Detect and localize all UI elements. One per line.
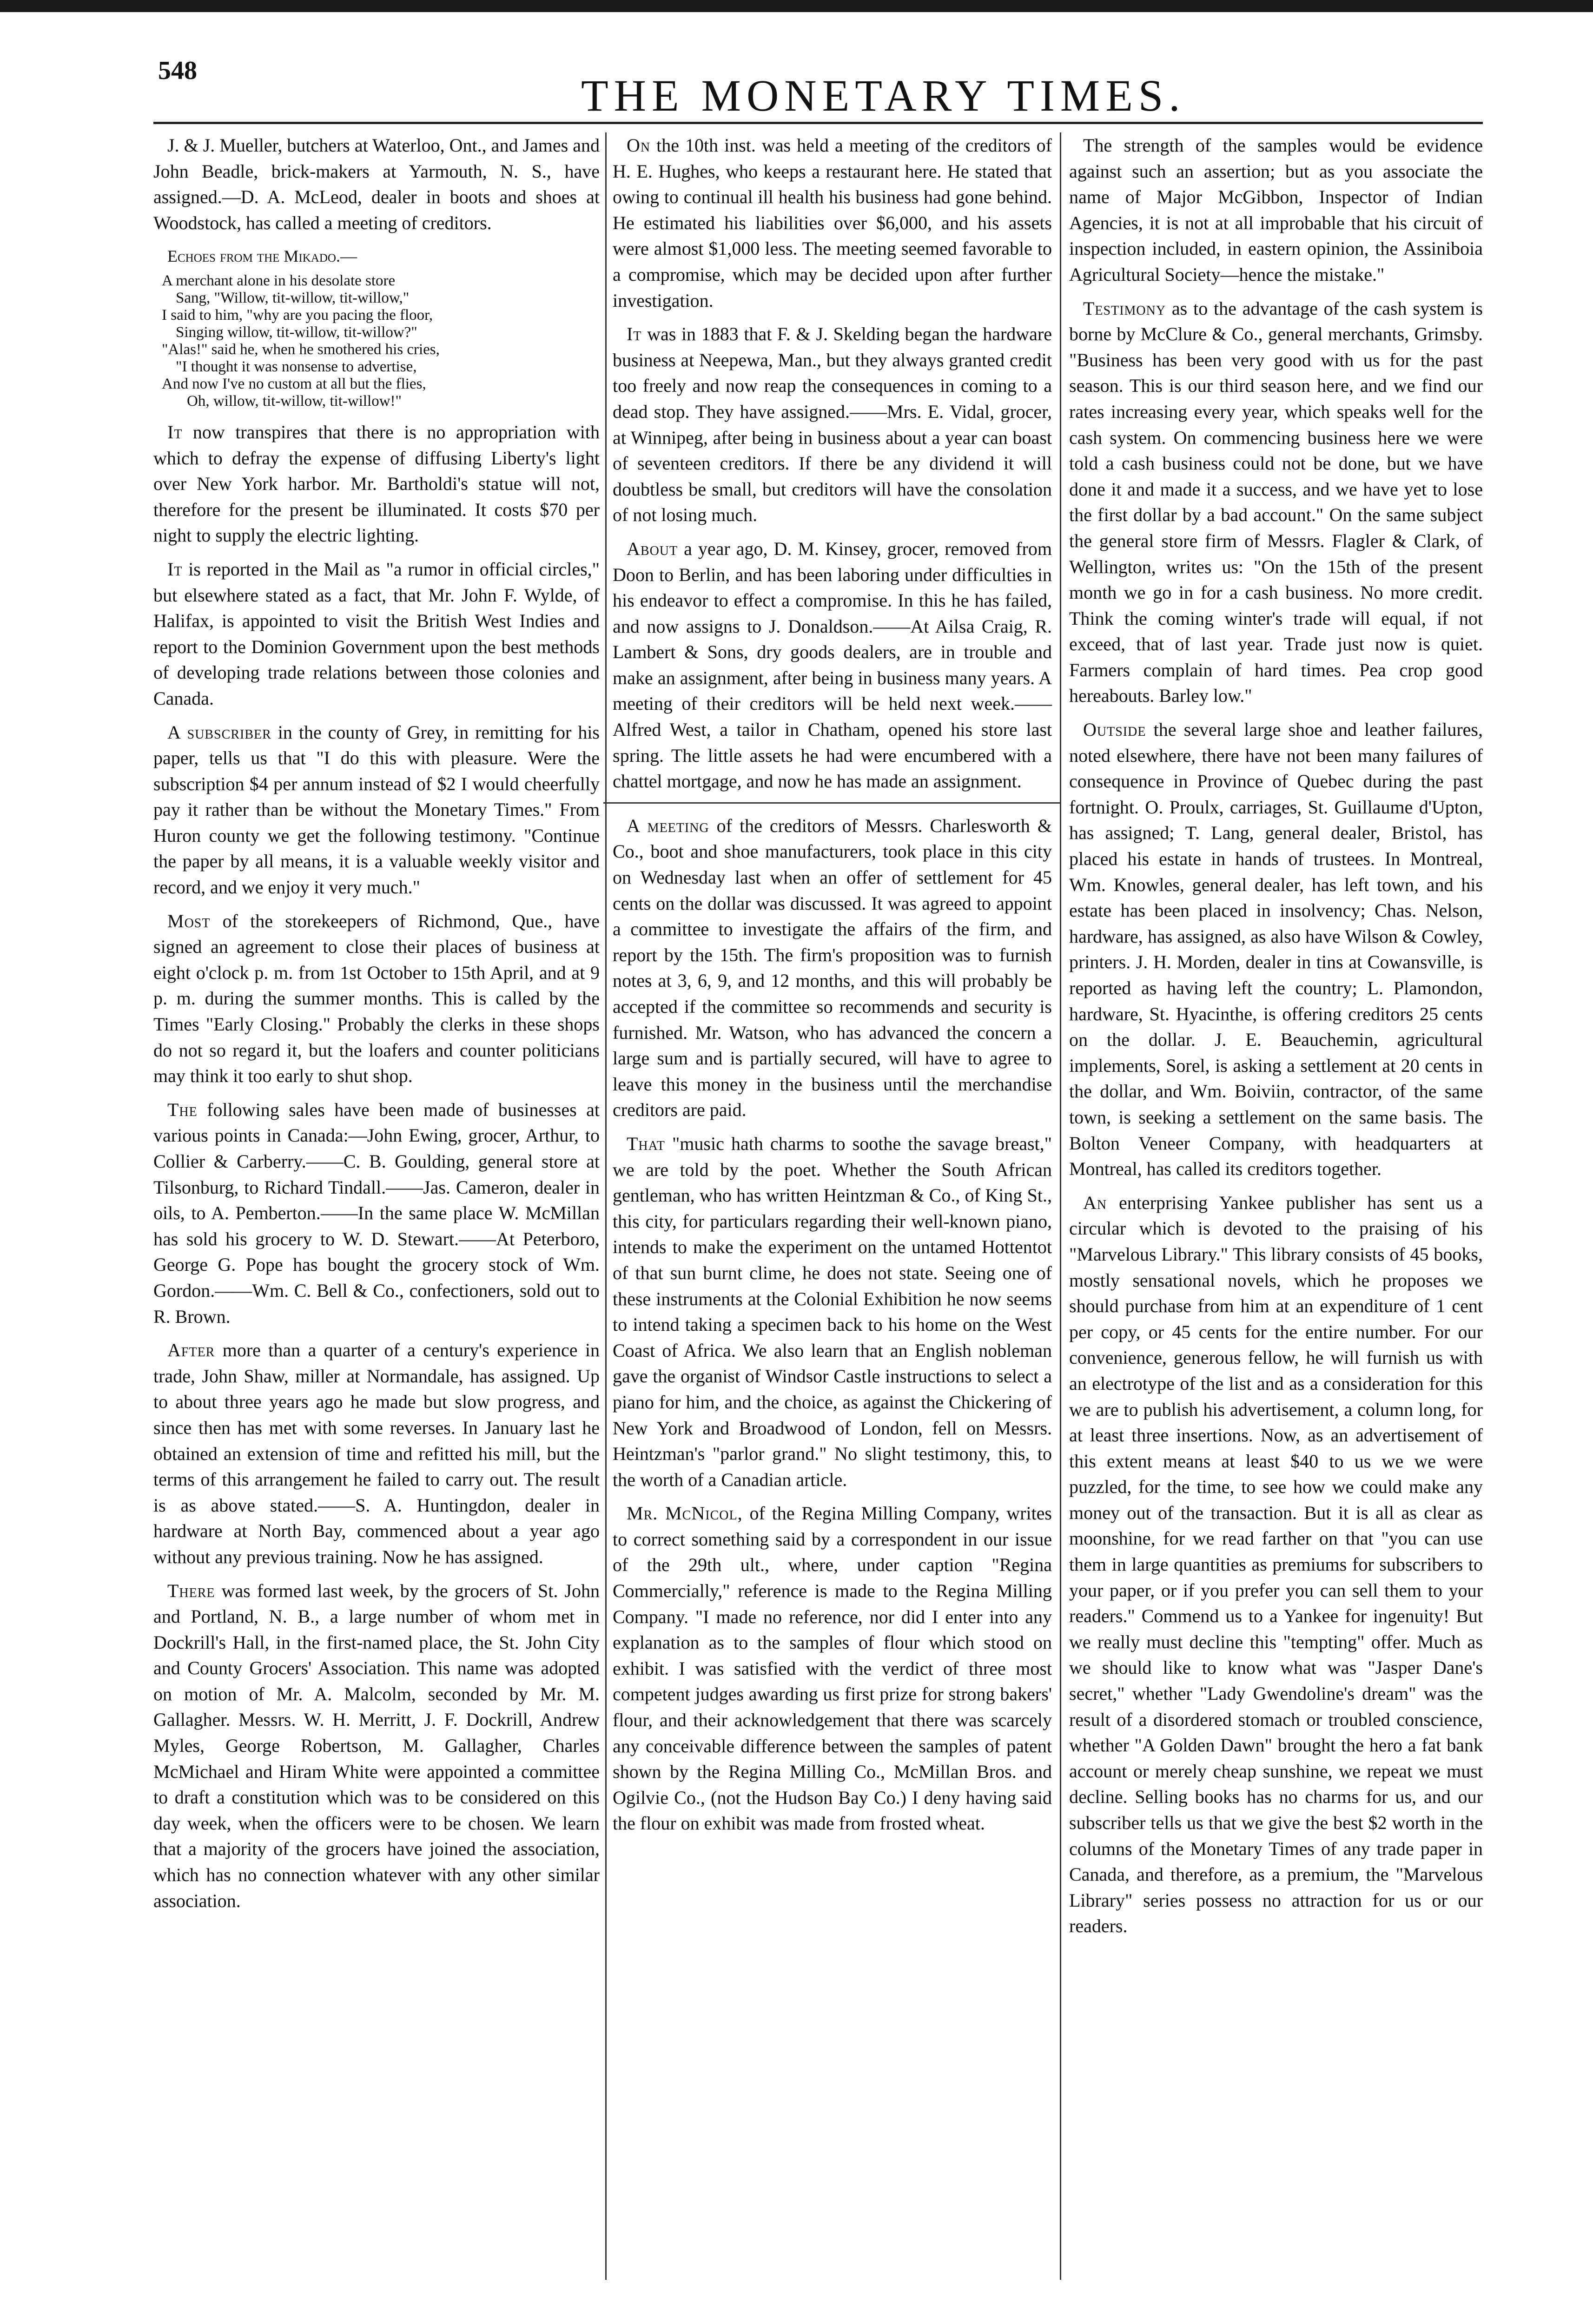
rhyme-verse [162, 272, 600, 410]
paragraph-body: as to the advantage of the cash system is borne by McClure & Co., general merchants, Grimsby. "Business has been very good with us for the past season. This is our third season here, and we find our rates increasing every year, which speaks well for the cash system. On commencing business here we were told a cash business could not be done, but we have done it and made it a success, and we have yet to lose the first dollar by a bad account." On the same subject the general store firm of Messrs. Flagler & Clark, of Wellington, writes us: "On the 15th of the present month we go in for a cash business. No more credit. Think the coming winter's trade will equal, if not exceed, that of last year. Trade just now is quiet. Farmers complain of hard times. Pea crop good hereabouts. Barley low." [1069, 297, 1483, 706]
paragraph-lead: About [627, 538, 678, 559]
article-paragraph [1069, 296, 1483, 709]
verse-line: Oh, willow, tit-willow, tit-willow!" [187, 392, 402, 409]
paragraph-lead: A subscriber [167, 721, 271, 743]
verse-line: "Alas!" said he, when he smothered his cries, [162, 341, 440, 358]
verse-line: I said to him, "why are you pacing the floor, [162, 306, 433, 324]
paragraph-lead: That [627, 1133, 665, 1154]
article-paragraph [153, 720, 600, 900]
article-paragraph [1069, 717, 1483, 1182]
paragraph-lead: Mr. McNicol, [627, 1503, 743, 1524]
paragraph-lead: There [167, 1580, 215, 1601]
column-divider [1060, 132, 1061, 2280]
column-2 [613, 132, 1052, 1844]
paragraph-lead: It [167, 558, 183, 580]
article-paragraph [153, 1097, 600, 1329]
paragraph-body: of the creditors of Messrs. Charlesworth & Co., boot and shoe manufacturers, took place in this city on Wednesday last when an offer of settlement for 45 cents on the dollar was discussed. It was agreed to appoint a committee to investigate the affairs of the firm, and report by the 15th. The firm's proposition was to furnish notes at 3, 6, 9, and 12 months, and this will probably be accepted if the committee so recommends and security is furnished. Mr. Watson, who has advanced the concern a large sum and is partially secured, will have to agree to leave this money in the business until the merchandise creditors are paid. [613, 815, 1052, 1121]
paragraph-body: enterprising Yankee publisher has sent us a circular which is devoted to the praising of his "Marvelous Library." This library consists of 45 books, mostly sensational novels, which he proposes we should purchase from him at an expenditure of 1 cent per copy, or 45 cents for the entire number. For our convenience, generous fellow, he will furnish us with an electrotype of the list and as a consideration for this we are to publish his advertisement, a column long, for at least three insertions. Now, as an advertisement of this extent means at least $40 to us we we were puzzled, for the time, to see how we could make any money out of the transaction. But it is all as clear as moonshine, for we read farther on that "you can use them in large quantities as premiums for subscribers to your paper, or if you prefer you can sell them to your readers." Commend us to a Yankee for ingenuity! But we really must decline this "tempting" offer. Much as we should like to know what was "Jasper Dane's secret," whether "Lady Gwendoline's dream" was the result of a disordered stomach or troubled conscience, whether "A Golden Dawn" brought the hero a fat bank account or merely cheap sunshine, we repeat we must decline. Selling books has no charms for us, and our subscriber tells us that we give the best $2 worth in the columns of the Monetary Times of any trade paper in Canada, and therefore, as a premium, the "Marvelous Library" series possess no attraction for us or our readers. [1069, 1192, 1483, 1937]
paragraph-lead: A meeting [627, 815, 709, 836]
paragraph-lead: It [167, 421, 183, 442]
paragraph-lead: The [167, 1099, 198, 1120]
article-paragraph [153, 908, 600, 1089]
verse-line: "I thought it was nonsense to advertise, [176, 358, 417, 375]
rhyme-title: Echoes from the Mikado.— [167, 247, 357, 266]
article-paragraph [153, 556, 600, 712]
article-paragraph [613, 321, 1052, 528]
article-paragraph [1069, 1190, 1483, 1939]
paragraph-body: is reported in the Mail as "a rumor in official circles," but elsewhere stated as a fact, that Mr. John F. Wylde, of Halifax, is appointed to visit the British West Indies and report to the Dominion Government upon the best methods of developing trade relations between those colonies and Canada. [153, 558, 600, 709]
article-paragraph [153, 1578, 600, 1914]
paragraph-body: "music hath charms to soothe the savage breast," we are told by the poet. Whether the South African gentleman, who has written Heintzman & Co., of King St., this city, for particulars regarding their well-known piano, intends to make the experiment on the untamed Hottentot of that sun burnt clime, he does not state. Seeing one of these instruments at the Colonial Exhibition he now seems to intend taking a specimen back to his home on the West Coast of Africa. We also learn that an English nobleman gave the organist of Windsor Castle instructions to select a piano for him, and the choice, as against the Chickering of New York and Broadwood of London, fell on Messrs. Heintzman's "parlor grand." No slight testimony, this, to the worth of a Canadian article. [613, 1133, 1052, 1490]
article-paragraph [613, 1500, 1052, 1836]
paragraph-body: of the Regina Milling Company, writes to correct something said by a correspondent in our issue of the 29th ult., where, under caption "Regina Commercially," reference is made to the Regina Milling Company. "I made no reference, nor did I enter into any explanation as to the samples of flour which stood on exhibit. I was satisfied with the verdict of three most competent judges awarding us first prize for strong bakers' flour, and their acknowledgement that there was scarcely any conceivable difference between the samples of patent shown by the Regina Milling Co., McMillan Bros. and Ogilvie Co., (not the Hudson Bay Co.) I deny having said the flour on exhibit was made from frosted wheat. [613, 1503, 1052, 1834]
section-rule [603, 802, 1061, 804]
masthead-rule [153, 122, 1483, 124]
paragraph-lead: Testimony [1083, 297, 1166, 319]
paragraph-body: of the storekeepers of Richmond, Que., have signed an agreement to close their places of business at eight o'clock p. m. from 1st October to 15th April, and at 9 p. m. during the summer months. This is called by the Times "Early Closing." Probably the clerks in these shops do not so regard it, but the loafers and counter politicians may think it too early to shut shop. [153, 910, 600, 1087]
page-number: 548 [158, 56, 197, 85]
paragraph-lead: On [627, 135, 651, 156]
article-paragraph [153, 419, 600, 548]
masthead-title: THE MONETARY TIMES. [581, 71, 1186, 120]
paragraph-lead: Most [167, 910, 211, 931]
article-paragraph [613, 1131, 1052, 1492]
article-paragraph [153, 1337, 600, 1570]
paragraph-body: more than a quarter of a century's experience in trade, John Shaw, miller at Normandale, has assigned. Up to about three years ago he made but slow progress, and since then has met with some reverses. In January last he obtained an extension of time and refitted his mill, but the terms of this arrangement he failed to carry out. The result is as above stated.——S. A. Huntingdon, dealer in hardware at North Bay, commenced about a year ago without any previous training. Now he has assigned. [153, 1340, 600, 1567]
top-border [0, 0, 1593, 12]
verse-line: And now I've no custom at all but the flies, [162, 375, 426, 392]
column-3 [1069, 132, 1483, 1947]
paragraph-body: in the county of Grey, in remitting for his paper, tells us that "I do this with pleasure. Were the subscription $4 per annum instead of $2 I would cheerfully pay it rather than be without the Monetary Times." From Huron county we get the following testimony. "Continue the paper by all means, it is a valuable weekly visitor and record, and we enjoy it very much." [153, 721, 600, 898]
verse-line: Sang, "Willow, tit-willow, tit-willow," [176, 289, 410, 306]
column-1 [153, 132, 600, 1921]
paragraph-body: was in 1883 that F. & J. Skelding began the hardware business at Neepewa, Man., but they always granted credit too freely and now reap the consequences in coming to a dead stop. They have assigned.——Mrs. E. Vidal, grocer, at Winnipeg, after being in business about a year can boast of seventeen creditors. If there be any dividend it will doubtless be small, but creditors will have the consolation of not losing much. [613, 324, 1052, 526]
paragraph-body: the several large shoe and leather failures, noted elsewhere, there have not been many failures of consequence in Province of Quebec during the past fortnight. O. Proulx, carriages, St. Guillaume d'Upton, has assigned; T. Lang, general dealer, Bristol, has placed his estate in hands of trustees. In Montreal, Wm. Knowles, general dealer, has left town, and his estate has been placed in insolvency; Chas. Nelson, hardware, has assigned, as also have Wilson & Cowley, printers. J. H. Morden, dealer in tins at Cowansville, is reported as having left the country; L. Plamondon, hardware, St. Hyacinthe, is offering creditors 25 cents on the dollar. J. E. Beauchemin, agricultural implements, Sorel, is asking a settlement at 20 cents in the dollar, and Wm. Boiviin, contractor, of the same town, is seeking a settlement on the same basis. The Bolton Veneer Company, with headquarters at Montreal, has called its creditors together. [1069, 719, 1483, 1180]
paragraph-body: a year ago, D. M. Kinsey, grocer, removed from Doon to Berlin, and has been laboring under difficulties in his endeavor to effect a compromise. In this he has failed, and now assigns to J. Donaldson.——At Ailsa Craig, R. Lambert & Sons, dry goods dealers, are in trouble and make an assignment, after being in business many years. A meeting of their creditors will be held next week.——Alfred West, a tailor in Chatham, opened his store last spring. The little assets he had were encumbered with a chattel mortgage, and now he has made an assignment. [613, 538, 1052, 792]
article-paragraph: J. & J. Mueller, butchers at Waterloo, Ont., and James and John Beadle, brick-makers at Yarmouth, N. S., have assigned.—D. A. McLeod, dealer in boots and shoes at Woodstock, has called a meeting of creditors. [153, 135, 600, 233]
paragraph-lead: It [627, 324, 642, 345]
paragraph-body: was formed last week, by the grocers of St. John and Portland, N. B., a large number of whom met in Dockrill's Hall, in the first-named place, the St. John City and County Grocers' Association. This name was adopted on motion of Mr. A. Malcolm, seconded by Mr. M. Gallagher. Messrs. W. H. Merritt, J. F. Dockrill, Andrew Myles, George Robertson, M. Gallagher, Charles McMichael and Hiram White were appointed a committee to draft a constitution which was to be considered on this day week, when the officers were to be chosen. We learn that a majority of the grocers have joined the association, which has no connection whatever with any other similar association. [153, 1580, 600, 1911]
paragraph-body: now transpires that there is no appropriation with which to defray the expense of diffusing Liberty's light over New York harbor. Mr. Bartholdi's statue will not, therefore for the present be illuminated. It costs $70 per night to supply the electric lighting. [153, 421, 600, 546]
article-paragraph [613, 536, 1052, 794]
verse-line: Singing willow, tit-willow, tit-willow?" [176, 324, 417, 341]
paragraph-lead: An [1083, 1192, 1107, 1213]
article-paragraph [613, 813, 1052, 1123]
verse-line: A merchant alone in his desolate store [162, 272, 396, 289]
paragraph-body: following sales have been made of businesses at various points in Canada:—John Ewing, grocer, Arthur, to Collier & Carberry.——C. B. Goulding, general store at Tilsonburg, to Richard Tindall.——Jas. Cameron, dealer in oils, to A. Pemberton.——In the same place W. McMillan has sold his grocery to W. D. Stewart.——At Peterboro, George G. Pope has bought the grocery stock of Wm. Gordon.——Wm. C. Bell & Co., confectioners, sold out to R. Brown. [153, 1099, 600, 1327]
paragraph-lead: After [167, 1340, 215, 1361]
article-paragraph [613, 132, 1052, 313]
column-divider [605, 132, 607, 2280]
article-paragraph: The strength of the samples would be evidence against such an assertion; but as you associate the name of Major McGibbon, Inspector of Indian Agencies, it is not at all improbable that his circuit of inspection included, in eastern opinion, the Assiniboia Agricultural Society—hence the mistake." [1069, 135, 1483, 285]
paragraph-lead: Outside [1083, 719, 1146, 740]
paragraph-body: the 10th inst. was held a meeting of the creditors of H. E. Hughes, who keeps a restaurant here. He stated that owing to continual ill health his business had gone behind. He estimated his liabilities over $6,000, and his assets were almost $1,000 less. The meeting seemed favorable to a compromise, which may be decided upon after further investigation. [613, 135, 1052, 311]
